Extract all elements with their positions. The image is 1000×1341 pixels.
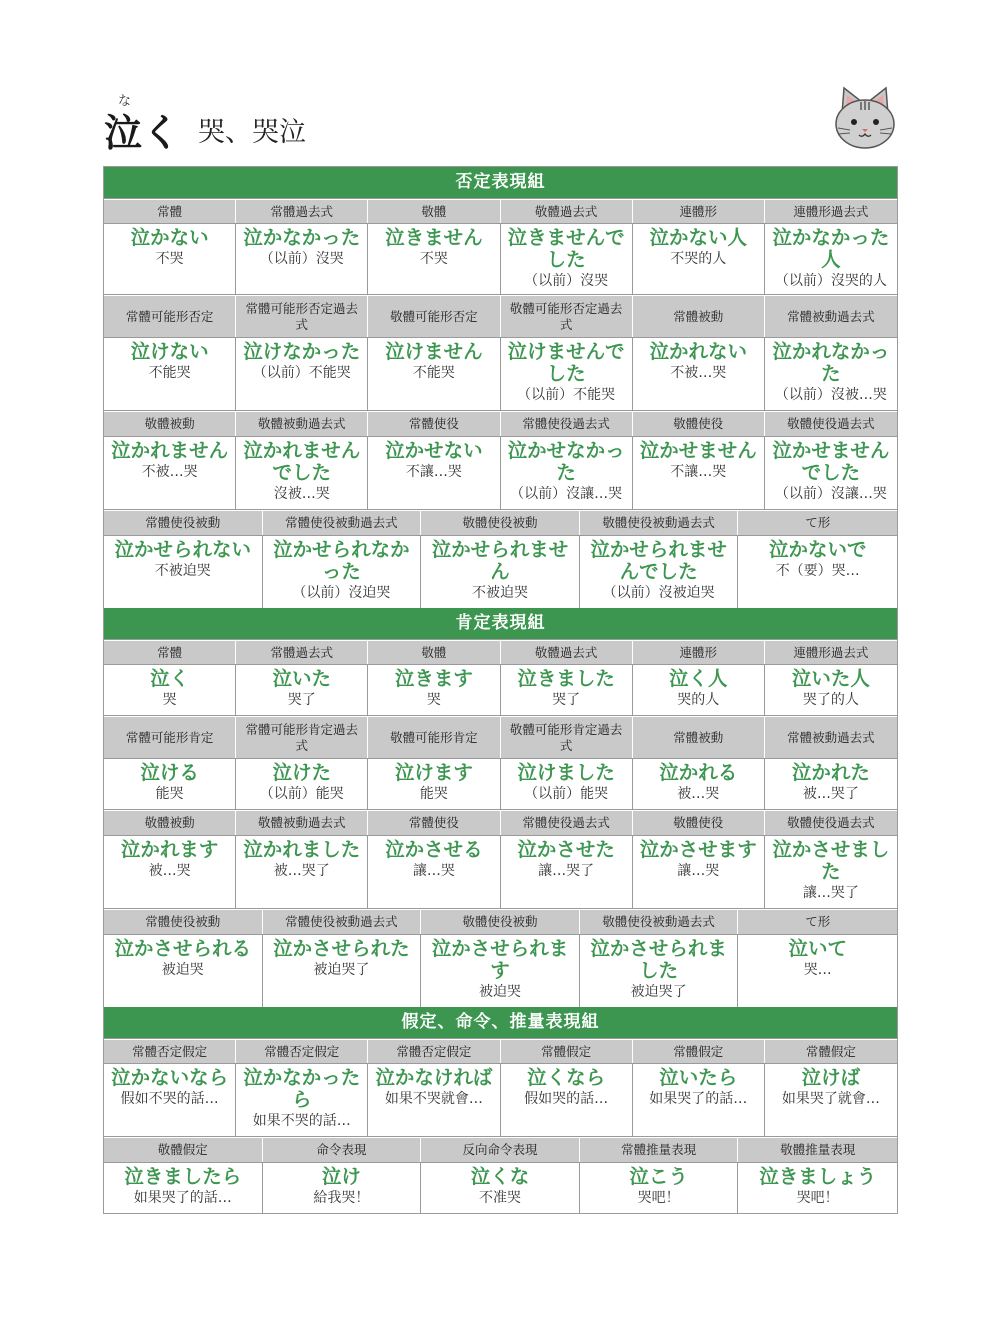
form-label: 常體使役被動 bbox=[104, 510, 263, 535]
japanese-form: 泣ける bbox=[140, 761, 199, 784]
japanese-form: 泣かせられない bbox=[114, 538, 252, 561]
chinese-meaning: 被…哭了 bbox=[273, 863, 330, 879]
japanese-form: 泣かせられません bbox=[431, 538, 569, 583]
section-title: 否定表現組 bbox=[104, 167, 897, 198]
form-label: 連體形過去式 bbox=[765, 199, 897, 223]
japanese-form: 泣かないで bbox=[768, 538, 867, 561]
form-cell bbox=[738, 935, 897, 1007]
chinese-meaning: 讓…哭 bbox=[677, 863, 720, 879]
form-cell bbox=[236, 338, 368, 410]
header-row bbox=[104, 410, 897, 436]
chinese-meaning: 給我哭！ bbox=[313, 1190, 370, 1206]
form-label: 敬體 bbox=[368, 640, 500, 664]
form-label: て形 bbox=[738, 510, 897, 535]
japanese-form: 泣いたら bbox=[659, 1066, 738, 1089]
chinese-meaning: 不被迫哭 bbox=[154, 563, 211, 579]
form-cell bbox=[580, 536, 739, 608]
japanese-form: 泣きましたら bbox=[124, 1165, 242, 1188]
japanese-form: 泣くなら bbox=[527, 1066, 606, 1089]
form-cell bbox=[104, 224, 236, 294]
chinese-meaning: （以前）能哭 bbox=[259, 786, 344, 802]
form-label: 常體假定 bbox=[501, 1039, 633, 1063]
header-row bbox=[104, 509, 897, 535]
form-cell bbox=[765, 1064, 897, 1136]
chinese-meaning: 讓…哭 bbox=[412, 863, 455, 879]
content-row bbox=[104, 1063, 897, 1136]
form-label: て形 bbox=[738, 909, 897, 934]
japanese-form: 泣かせない bbox=[385, 439, 483, 462]
chinese-meaning: 被迫哭 bbox=[161, 962, 204, 978]
japanese-form: 泣かれなかった bbox=[772, 340, 890, 385]
japanese-form: 泣けば bbox=[801, 1066, 861, 1089]
japanese-form: 泣かさせる bbox=[385, 838, 483, 861]
form-cell bbox=[501, 1064, 633, 1136]
form-cell bbox=[104, 665, 236, 715]
chinese-meaning: 如果不哭就會… bbox=[384, 1091, 483, 1107]
form-cell bbox=[580, 935, 739, 1007]
content-row bbox=[104, 1162, 897, 1213]
header-row bbox=[104, 1038, 897, 1063]
chinese-meaning: （以前）沒讓…哭 bbox=[510, 486, 623, 502]
header-row bbox=[104, 198, 897, 223]
japanese-form: 泣く人 bbox=[668, 667, 728, 690]
header-row bbox=[104, 294, 897, 337]
form-cell bbox=[368, 1064, 500, 1136]
japanese-form: 泣きませんでした bbox=[507, 226, 625, 271]
form-label: 敬體可能形肯定過去式 bbox=[501, 716, 633, 758]
japanese-form: 泣かないなら bbox=[111, 1066, 229, 1089]
form-cell bbox=[236, 437, 368, 509]
form-cell bbox=[263, 536, 422, 608]
japanese-form: 泣け bbox=[321, 1165, 361, 1188]
form-cell bbox=[633, 338, 765, 410]
form-cell bbox=[236, 1064, 368, 1136]
cat-face-icon bbox=[830, 84, 900, 154]
form-label: 常體使役過去式 bbox=[501, 411, 633, 436]
form-label: 敬體使役 bbox=[633, 810, 765, 835]
japanese-form: 泣かれません bbox=[111, 439, 229, 462]
content-row bbox=[104, 535, 897, 608]
section-title: 肯定表現組 bbox=[104, 608, 897, 639]
japanese-form: 泣けます bbox=[394, 761, 473, 784]
form-cell bbox=[633, 836, 765, 908]
form-cell bbox=[368, 665, 500, 715]
chinese-meaning: 不能哭 bbox=[412, 365, 455, 381]
form-cell bbox=[765, 759, 897, 809]
form-cell bbox=[633, 224, 765, 294]
chinese-meaning: 不能哭 bbox=[148, 365, 191, 381]
chinese-meaning: 不被…哭 bbox=[670, 365, 727, 381]
form-cell bbox=[633, 759, 765, 809]
form-cell bbox=[263, 1163, 422, 1213]
page-header bbox=[104, 84, 900, 160]
form-label: 常體使役被動過去式 bbox=[263, 510, 422, 535]
form-label: 常體使役被動 bbox=[104, 909, 263, 934]
form-cell bbox=[104, 759, 236, 809]
chinese-meaning: 假如不哭的話… bbox=[120, 1091, 219, 1107]
form-cell bbox=[738, 536, 897, 608]
form-cell bbox=[104, 338, 236, 410]
form-label: 敬體被動 bbox=[104, 411, 236, 436]
chinese-meaning: 哭 bbox=[426, 692, 441, 708]
japanese-form: 泣いて bbox=[788, 937, 847, 960]
form-cell bbox=[633, 437, 765, 509]
chinese-meaning: 如果哭了的話… bbox=[133, 1190, 232, 1206]
form-cell bbox=[104, 836, 236, 908]
form-label: 常體 bbox=[104, 199, 236, 223]
chinese-meaning: 不哭的人 bbox=[670, 251, 727, 267]
form-label: 敬體過去式 bbox=[501, 640, 633, 664]
japanese-form: 泣かさせられた bbox=[273, 937, 410, 960]
form-label: 命令表現 bbox=[263, 1137, 422, 1162]
chinese-meaning: （以前）沒哭 bbox=[259, 251, 344, 267]
japanese-form: 泣きましょう bbox=[759, 1165, 877, 1188]
chinese-meaning: 如果哭了的話… bbox=[649, 1091, 748, 1107]
form-cell bbox=[421, 1163, 580, 1213]
chinese-meaning: （以前）沒讓…哭 bbox=[774, 486, 887, 502]
chinese-meaning: 不被迫哭 bbox=[471, 585, 528, 601]
chinese-meaning: 如果哭了就會… bbox=[781, 1091, 880, 1107]
chinese-meaning: 被…哭 bbox=[677, 786, 720, 802]
japanese-form: 泣けました bbox=[517, 761, 615, 784]
form-label: 常體否定假定 bbox=[104, 1039, 236, 1063]
form-label: 常體可能形肯定 bbox=[104, 716, 236, 758]
chinese-meaning: 讓…哭了 bbox=[538, 863, 595, 879]
japanese-form: 泣かさせました bbox=[772, 838, 890, 883]
chinese-meaning: 不哭 bbox=[155, 251, 184, 267]
form-label: 常體可能形否定 bbox=[104, 295, 236, 337]
chinese-meaning: 哭吧！ bbox=[796, 1190, 839, 1206]
japanese-form: 泣かない人 bbox=[649, 226, 747, 249]
japanese-form: 泣かなかった bbox=[243, 226, 361, 249]
chinese-meaning: 哭… bbox=[803, 962, 832, 978]
chinese-meaning: 能哭 bbox=[155, 786, 184, 802]
chinese-meaning: 被迫哭 bbox=[478, 984, 521, 1000]
chinese-meaning: （以前）沒迫哭 bbox=[292, 585, 391, 601]
chinese-meaning: 沒被…哭 bbox=[273, 486, 330, 502]
japanese-form: 泣かせられませんでした bbox=[590, 538, 727, 583]
japanese-form: 泣きます bbox=[394, 667, 473, 690]
verb-meaning: 哭、哭泣 bbox=[198, 117, 306, 148]
chinese-meaning: 如果不哭的話… bbox=[252, 1113, 351, 1129]
form-label: 敬體使役 bbox=[633, 411, 765, 436]
japanese-form: 泣いた bbox=[272, 667, 331, 690]
japanese-form: 泣かれない bbox=[649, 340, 747, 363]
form-cell bbox=[263, 935, 422, 1007]
form-cell bbox=[501, 338, 633, 410]
chinese-meaning: 能哭 bbox=[419, 786, 448, 802]
section-title: 假定、命令、推量表現組 bbox=[104, 1007, 897, 1038]
form-label: 常體被動 bbox=[633, 295, 765, 337]
form-label: 常體否定假定 bbox=[236, 1039, 368, 1063]
form-cell bbox=[738, 1163, 897, 1213]
form-label: 敬體被動過去式 bbox=[236, 411, 368, 436]
form-cell bbox=[104, 437, 236, 509]
content-row bbox=[104, 337, 897, 410]
form-cell bbox=[104, 1163, 263, 1213]
form-label: 常體過去式 bbox=[236, 640, 368, 664]
form-cell bbox=[368, 437, 500, 509]
form-label: 敬體被動過去式 bbox=[236, 810, 368, 835]
content-row bbox=[104, 934, 897, 1007]
chinese-meaning: 不讓…哭 bbox=[405, 464, 462, 480]
content-row bbox=[104, 835, 897, 908]
japanese-form: 泣くな bbox=[470, 1165, 530, 1188]
japanese-form: 泣きました bbox=[517, 667, 615, 690]
form-label: 常體被動過去式 bbox=[765, 295, 897, 337]
chinese-meaning: 哭了 bbox=[287, 692, 316, 708]
content-row bbox=[104, 223, 897, 294]
chinese-meaning: 讓…哭了 bbox=[802, 885, 859, 901]
chinese-meaning: 哭吧！ bbox=[637, 1190, 680, 1206]
form-cell bbox=[765, 338, 897, 410]
japanese-form: 泣かれる bbox=[659, 761, 738, 784]
japanese-form: 泣けませんでした bbox=[507, 340, 625, 385]
japanese-form: 泣かさせられました bbox=[590, 937, 727, 982]
chinese-meaning: 哭了 bbox=[552, 692, 581, 708]
content-row bbox=[104, 664, 897, 715]
japanese-form: 泣かせなかった bbox=[507, 439, 625, 484]
chinese-meaning: 不哭 bbox=[419, 251, 448, 267]
chinese-meaning: 哭了的人 bbox=[802, 692, 859, 708]
japanese-form: 泣かせません bbox=[639, 439, 757, 462]
form-label: 敬體假定 bbox=[104, 1137, 263, 1162]
form-cell bbox=[580, 1163, 739, 1213]
form-label: 敬體推量表現 bbox=[738, 1137, 897, 1162]
header-row bbox=[104, 908, 897, 934]
chinese-meaning: 哭 bbox=[162, 692, 177, 708]
form-cell bbox=[368, 759, 500, 809]
form-label: 敬體使役過去式 bbox=[765, 810, 897, 835]
japanese-form: 泣けなかった bbox=[243, 340, 361, 363]
form-label: 敬體可能形否定 bbox=[368, 295, 500, 337]
form-label: 敬體過去式 bbox=[501, 199, 633, 223]
form-cell bbox=[501, 224, 633, 294]
chinese-meaning: 哭的人 bbox=[677, 692, 720, 708]
form-cell bbox=[633, 1064, 765, 1136]
japanese-form: 泣かさせられる bbox=[114, 937, 252, 960]
japanese-form: 泣きません bbox=[385, 226, 483, 249]
chinese-meaning: 假如哭的話… bbox=[524, 1091, 609, 1107]
form-cell bbox=[236, 665, 368, 715]
japanese-form: 泣く bbox=[150, 667, 190, 690]
chinese-meaning: （以前）不能哭 bbox=[252, 365, 351, 381]
form-label: 敬體可能形肯定 bbox=[368, 716, 500, 758]
content-row bbox=[104, 436, 897, 509]
header-row bbox=[104, 715, 897, 758]
japanese-form: 泣かなければ bbox=[375, 1066, 493, 1089]
form-label: 常體推量表現 bbox=[580, 1137, 739, 1162]
chinese-meaning: 不准哭 bbox=[478, 1190, 521, 1206]
form-cell bbox=[765, 437, 897, 509]
form-label: 常體使役 bbox=[368, 810, 500, 835]
chinese-meaning: （以前）沒被…哭 bbox=[774, 387, 887, 403]
header-row bbox=[104, 1136, 897, 1162]
form-label: 常體 bbox=[104, 640, 236, 664]
conjugation-table bbox=[103, 166, 898, 1214]
chinese-meaning: 被迫哭了 bbox=[630, 984, 687, 1000]
form-cell bbox=[633, 665, 765, 715]
form-label: 常體使役過去式 bbox=[501, 810, 633, 835]
form-cell bbox=[368, 224, 500, 294]
form-label: 常體假定 bbox=[765, 1039, 897, 1063]
form-cell bbox=[501, 759, 633, 809]
form-label: 敬體使役被動過去式 bbox=[580, 510, 739, 535]
japanese-form: 泣かせませんでした bbox=[772, 439, 890, 484]
japanese-form: 泣かさせた bbox=[517, 838, 615, 861]
chinese-meaning: 被迫哭了 bbox=[313, 962, 370, 978]
chinese-meaning: （以前）沒哭 bbox=[524, 273, 609, 289]
form-label: 常體否定假定 bbox=[368, 1039, 500, 1063]
form-cell bbox=[765, 224, 897, 294]
chinese-meaning: 不（要）哭… bbox=[775, 563, 860, 579]
japanese-form: 泣かない bbox=[130, 226, 209, 249]
form-cell bbox=[501, 665, 633, 715]
japanese-form: 泣いた人 bbox=[791, 667, 870, 690]
japanese-form: 泣かせられなかった bbox=[273, 538, 410, 583]
form-cell bbox=[421, 935, 580, 1007]
form-cell bbox=[765, 836, 897, 908]
form-label: 敬體可能形否定過去式 bbox=[501, 295, 633, 337]
form-label: 反向命令表現 bbox=[421, 1137, 580, 1162]
header-row bbox=[104, 639, 897, 664]
form-label: 常體被動 bbox=[633, 716, 765, 758]
chinese-meaning: 被…哭 bbox=[148, 863, 191, 879]
form-label: 連體形 bbox=[633, 199, 765, 223]
form-cell bbox=[421, 536, 580, 608]
chinese-meaning: （以前）不能哭 bbox=[517, 387, 616, 403]
header-row bbox=[104, 809, 897, 835]
japanese-form: 泣かさせます bbox=[639, 838, 757, 861]
chinese-meaning: （以前）沒被迫哭 bbox=[602, 585, 715, 601]
japanese-form: 泣けない bbox=[130, 340, 209, 363]
form-label: 常體假定 bbox=[633, 1039, 765, 1063]
form-cell bbox=[104, 935, 263, 1007]
form-cell bbox=[236, 224, 368, 294]
form-label: 敬體使役被動 bbox=[421, 510, 580, 535]
chinese-meaning: （以前）沒哭的人 bbox=[774, 273, 887, 289]
verb-title: 泣く bbox=[104, 111, 181, 155]
japanese-form: 泣かれませんでした bbox=[243, 439, 361, 484]
form-label: 連體形過去式 bbox=[765, 640, 897, 664]
form-cell bbox=[501, 836, 633, 908]
japanese-form: 泣かなかった人 bbox=[772, 226, 890, 271]
form-label: 敬體 bbox=[368, 199, 500, 223]
japanese-form: 泣かれた bbox=[791, 761, 870, 784]
japanese-form: 泣けた bbox=[272, 761, 331, 784]
content-row bbox=[104, 758, 897, 809]
japanese-form: 泣けません bbox=[385, 340, 483, 363]
form-label: 常體使役被動過去式 bbox=[263, 909, 422, 934]
chinese-meaning: 不被…哭 bbox=[141, 464, 198, 480]
japanese-form: 泣かれました bbox=[243, 838, 361, 861]
japanese-form: 泣かさせられます bbox=[431, 937, 569, 982]
form-cell bbox=[765, 665, 897, 715]
form-label: 敬體被動 bbox=[104, 810, 236, 835]
furigana: な bbox=[118, 94, 132, 109]
chinese-meaning: （以前）能哭 bbox=[524, 786, 609, 802]
form-cell bbox=[368, 836, 500, 908]
form-label: 常體使役 bbox=[368, 411, 500, 436]
form-cell bbox=[368, 338, 500, 410]
japanese-form: 泣かれます bbox=[120, 838, 219, 861]
form-cell bbox=[236, 759, 368, 809]
form-label: 敬體使役過去式 bbox=[765, 411, 897, 436]
form-cell bbox=[236, 836, 368, 908]
form-label: 敬體使役被動過去式 bbox=[580, 909, 739, 934]
form-label: 敬體使役被動 bbox=[421, 909, 580, 934]
form-label: 常體被動過去式 bbox=[765, 716, 897, 758]
form-cell bbox=[501, 437, 633, 509]
chinese-meaning: 被…哭了 bbox=[802, 786, 859, 802]
japanese-form: 泣かなかったら bbox=[243, 1066, 361, 1111]
form-cell bbox=[104, 1064, 236, 1136]
form-cell bbox=[104, 536, 263, 608]
form-label: 常體可能形肯定過去式 bbox=[236, 716, 368, 758]
chinese-meaning: 不讓…哭 bbox=[670, 464, 727, 480]
form-label: 常體過去式 bbox=[236, 199, 368, 223]
japanese-form: 泣こう bbox=[629, 1165, 688, 1188]
form-label: 連體形 bbox=[633, 640, 765, 664]
form-label: 常體可能形否定過去式 bbox=[236, 295, 368, 337]
